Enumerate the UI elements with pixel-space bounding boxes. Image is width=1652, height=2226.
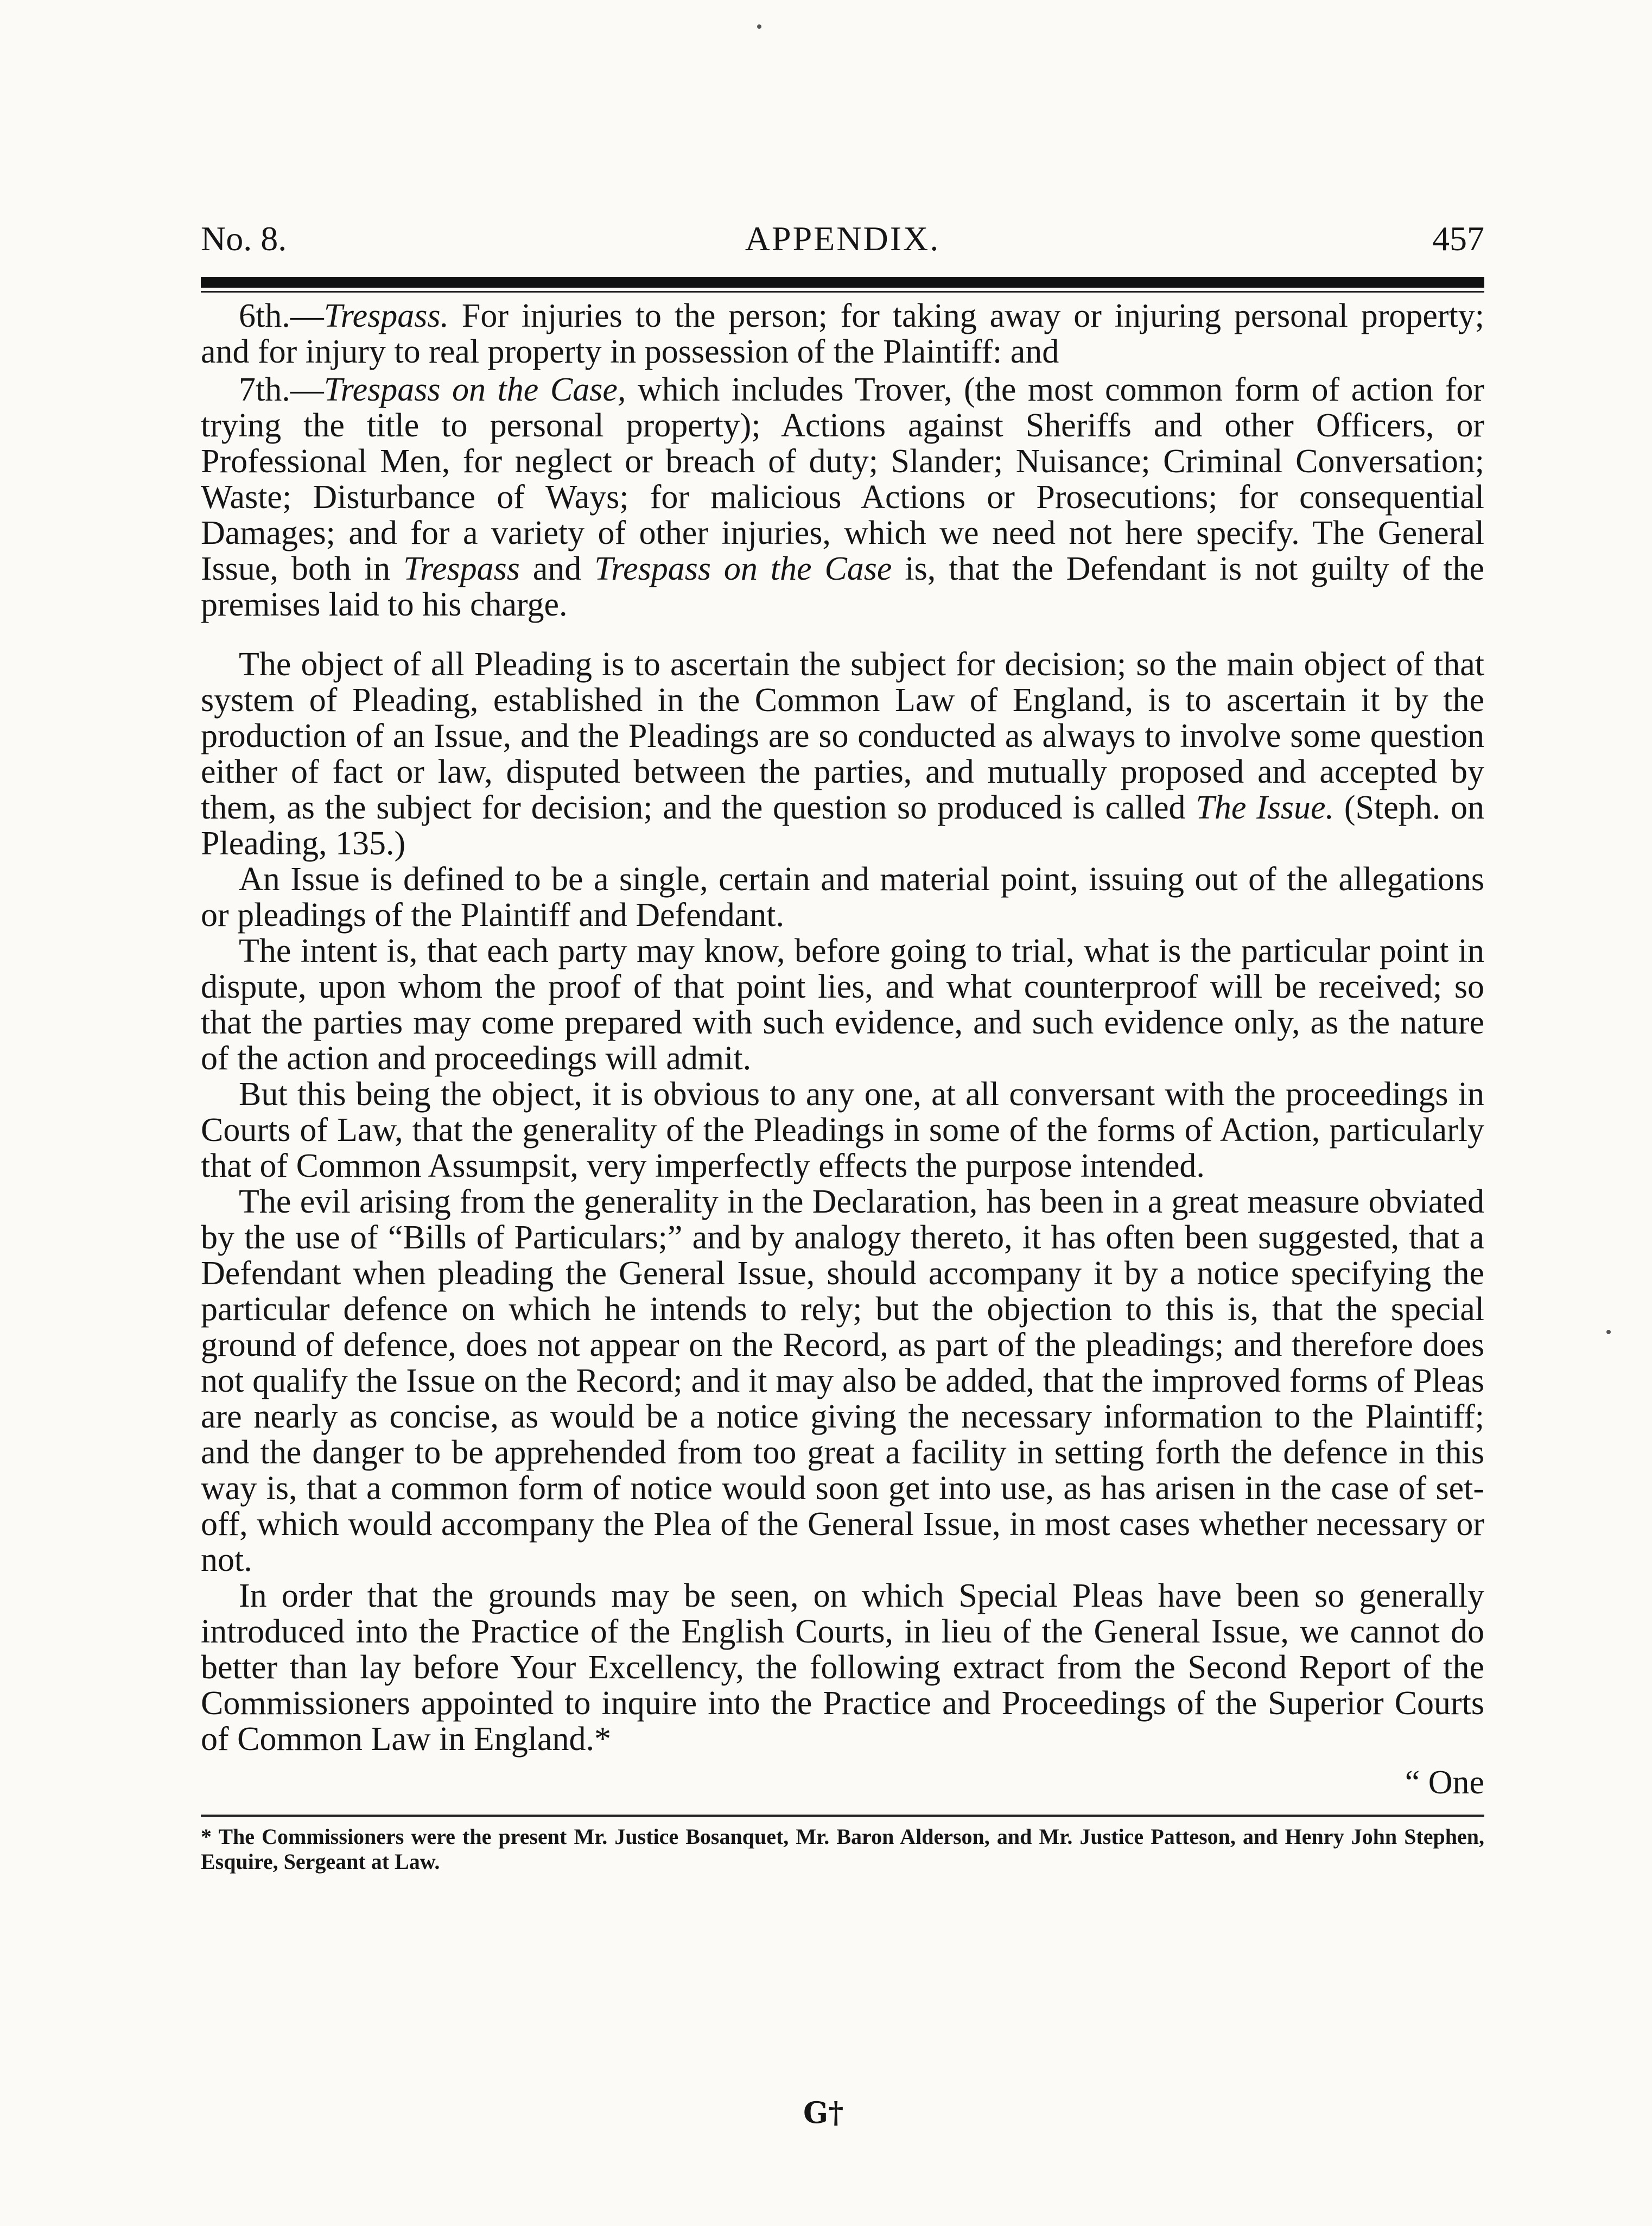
paragraph-generality: But this being the object, it is obvious to any one, at all conversant with the proceedings in Courts of Law, that the generality of the Pleadings in some of the forms of Action, particularly that of Common Assumpsit, very imperfectly effects the purpose intended. xyxy=(201,1076,1484,1184)
footnote: * The Commissioners were the present Mr. Justice Bosanquet, Mr. Baron Alderson, and Mr. Justice Patteson, and Henry John Stephen, Esquire, Sergeant at Law. xyxy=(201,1824,1484,1874)
term-the-issue: The Issue. xyxy=(1196,789,1335,826)
paragraph-issue-defined: An Issue is defined to be a single, certain and material point, issuing out of the allegations or pleadings of the Plaintiff and Defendant. xyxy=(201,861,1484,934)
header-rule-thick xyxy=(201,277,1484,288)
page-speck xyxy=(757,24,761,29)
catchword: “ One xyxy=(1405,1764,1484,1801)
footnote-rule xyxy=(201,1815,1484,1817)
term-trespass-on-the-case: Trespass on the Case, xyxy=(323,371,626,408)
paragraph-special-pleas: In order that the grounds may be seen, on which Special Pleas have been so generally introduced into the Practice of the English Courts, in lieu of the General Issue, we cannot do better than lay before Your Excellency, the following extract from the Second Report of the Commissioners appointed to inquire into the Practice and Proceedings of the Superior Courts of Common Law in England.* xyxy=(201,1577,1484,1758)
page-number: 457 xyxy=(1432,219,1484,258)
body-text xyxy=(201,298,1484,1757)
running-title: APPENDIX. xyxy=(745,219,941,258)
signature-mark: G† xyxy=(803,2095,844,2130)
paragraph-trespass: 6th.—Trespass. For injuries to the person; for taking away or injuring personal property; and for injury to real property in possession of the Plaintiff: and xyxy=(201,297,1484,370)
document-number: No. 8. xyxy=(201,219,287,258)
term-trespass: Trespass. xyxy=(323,297,449,334)
header-rule-thin xyxy=(201,291,1484,293)
running-header xyxy=(201,217,1484,261)
paragraph-intent: The intent is, that each party may know, before going to trial, what is the particular point in dispute, upon whom the proof of that point lies, and what counterproof will be received; so that the parties may come prepared with such evidence, and such evidence only, as the nature of the action and proceedings will admit. xyxy=(201,933,1484,1077)
document-page xyxy=(201,217,1484,1874)
paragraph-trespass-on-the-case: 7th.—Trespass on the Case, which includes Trover, (the most common form of action for trying the title to personal property); Actions against Sheriffs and other Officers, or Professional Men, for neglect or breach of duty; Slander; Nuisance; Criminal Conversation; Waste; Disturbance of Ways; for malicious Actions or Prosecutions; for consequential Damages; and for a variety of other injuries, which we need not here specify. The General Issue, both in Trespass and Trespass on the Case is, that the Defendant is not guilty of the premises laid to his charge. xyxy=(201,371,1484,623)
paragraph-object-of-pleading: The object of all Pleading is to ascertain the subject for decision; so the main object of that system of Pleading, established in the Common Law of England, is to ascertain it by the production of an Issue, and the Pleadings are so conducted as always to involve some question either of fact or law, disputed between the parties, and mutually proposed and accepted by them, as the subject for decision; and the question so produced is called The Issue. (Steph. on Pleading, 135.) xyxy=(201,646,1485,862)
paragraph-evil-arising: The evil arising from the generality in the Declaration, has been in a great measure obviated by the use of “Bills of Particulars;” and by analogy thereto, it has often been suggested, that a Defendant when pleading the General Issue, should accompany it by a notice specifying the particular defence on which he intends to rely; but the objection to this is, that the special ground of defence, does not appear on the Record, as part of the pleadings; and therefore does not qualify the Issue on the Record; and it may also be added, that the improved forms of Pleas are nearly as concise, as would be a notice giving the necessary information to the Plaintiff; and the danger to be apprehended from too great a facility in setting forth the defence in this way is, that a common form of notice would soon get into use, as has arisen in the case of set-off, which would accompany the Plea of the General Issue, in most cases whether necessary or not. xyxy=(201,1183,1484,1578)
page-speck xyxy=(1606,1330,1611,1334)
